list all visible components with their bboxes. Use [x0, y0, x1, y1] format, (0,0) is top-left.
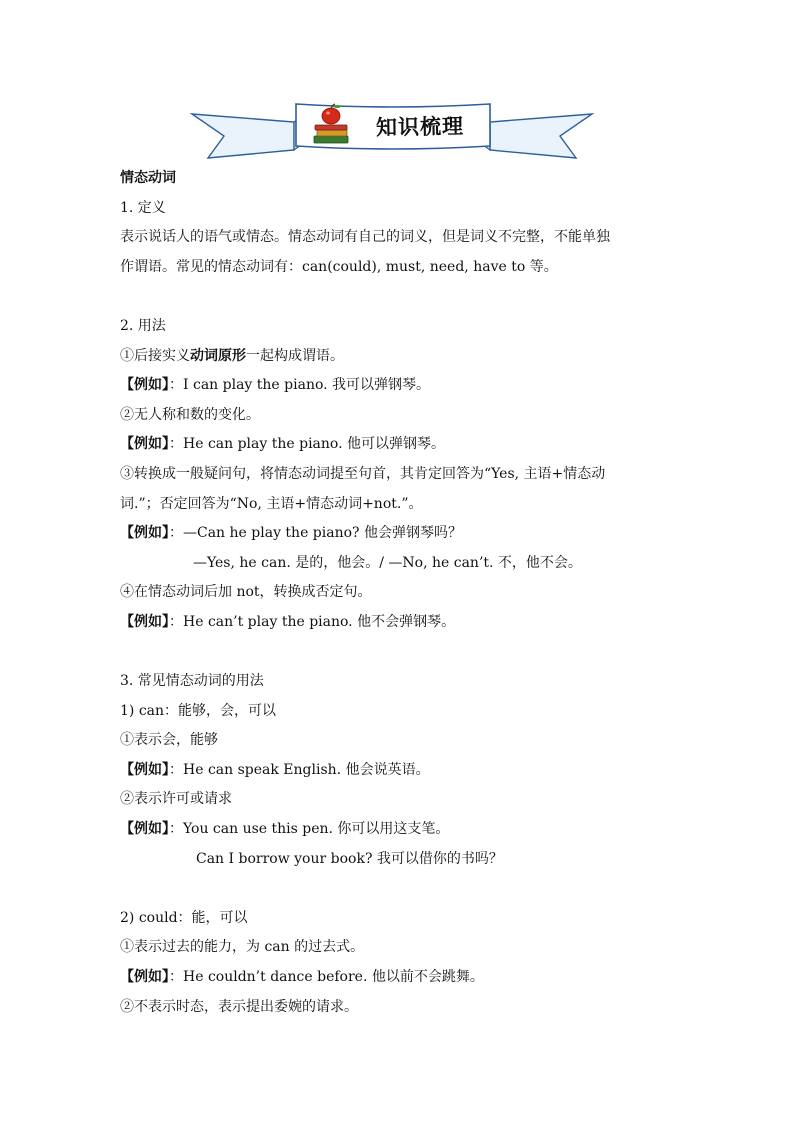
example-text: ：He can speak English. 他会说英语。 [169, 761, 430, 778]
usage-item-3-line-1: ③转换成一般疑问句，将情态动词提至句首，其肯定回答为“Yes, 主语+情态动 [120, 465, 606, 482]
example-label: 【例如】 [120, 436, 169, 453]
example-label: 【例如】 [120, 525, 169, 542]
common-heading: 3. 常见情态动词的用法 [120, 673, 264, 690]
usage-item-4-example [120, 608, 680, 638]
example-label: 【例如】 [120, 613, 169, 630]
definition-text-line-1: 表示说话人的语气或情态。情态动词有自己的词义，但是词义不完整，不能单独 [120, 229, 610, 246]
example-text: ：—Can he play the piano? 他会弹钢琴吗？ [169, 525, 462, 542]
spacer [120, 638, 680, 668]
could-item-1: ①表示过去的能力，为 can 的过去式。 [120, 939, 365, 956]
usage-item-2-example [120, 430, 680, 460]
could-heading: 2) could：能，可以 [120, 909, 248, 926]
usage-item-1-pre: ①后接实义 [120, 347, 190, 364]
banner-title: 知识梳理 [375, 114, 465, 140]
spacer [120, 874, 680, 904]
usage-item-3-example-2: —Yes, he can. 是的，他会。/ —No, he can’t. 不，他不会。 [193, 554, 582, 571]
usage-item-4: ④在情态动词后加 not，转换成否定句。 [120, 584, 372, 601]
example-label: 【例如】 [120, 377, 169, 394]
example-label: 【例如】 [120, 969, 169, 986]
can-item-2: ②表示许可或请求 [120, 791, 232, 808]
can-heading: 1) can：能够，会，可以 [120, 702, 277, 719]
spacer [120, 282, 680, 312]
example-text: ：He couldn’t dance before. 他以前不会跳舞。 [169, 969, 484, 986]
can-item-2-example-1 [120, 815, 680, 845]
usage-item-3-line-2: 词.”；否定回答为“No, 主语+情态动词+not.”。 [120, 495, 423, 512]
definition-text-line-2: 作谓语。常见的情态动词有：can(could), must, need, have to 等。 [120, 258, 558, 275]
example-text: ：You can use this pen. 你可以用这支笔。 [169, 821, 450, 838]
could-item-2: ②不表示时态，表示提出委婉的请求。 [120, 998, 358, 1015]
usage-heading: 2. 用法 [120, 317, 166, 334]
usage-item-1-bold: 动词原形 [190, 347, 246, 364]
can-item-1: ①表示会，能够 [120, 732, 218, 749]
definition-heading: 1. 定义 [120, 199, 166, 216]
usage-item-1 [120, 342, 680, 372]
example-label: 【例如】 [120, 761, 169, 778]
example-text: ：I can play the piano. 我可以弹钢琴。 [169, 377, 431, 394]
usage-item-3-example-1 [120, 519, 680, 549]
usage-item-2: ②无人称和数的变化。 [120, 406, 260, 423]
section-title: 情态动词 [120, 170, 176, 186]
example-text: ：He can play the piano. 他可以弹钢琴。 [169, 436, 446, 453]
can-item-1-example [120, 756, 680, 786]
usage-item-1-post: 一起构成谓语。 [246, 347, 344, 364]
document-body [120, 164, 680, 1022]
could-item-1-example [120, 963, 680, 993]
usage-item-1-example [120, 371, 680, 401]
can-item-2-example-2: Can I borrow your book? 我可以借你的书吗？ [196, 850, 503, 867]
example-text: ：He can’t play the piano. 他不会弹钢琴。 [169, 613, 456, 630]
example-label: 【例如】 [120, 821, 169, 838]
